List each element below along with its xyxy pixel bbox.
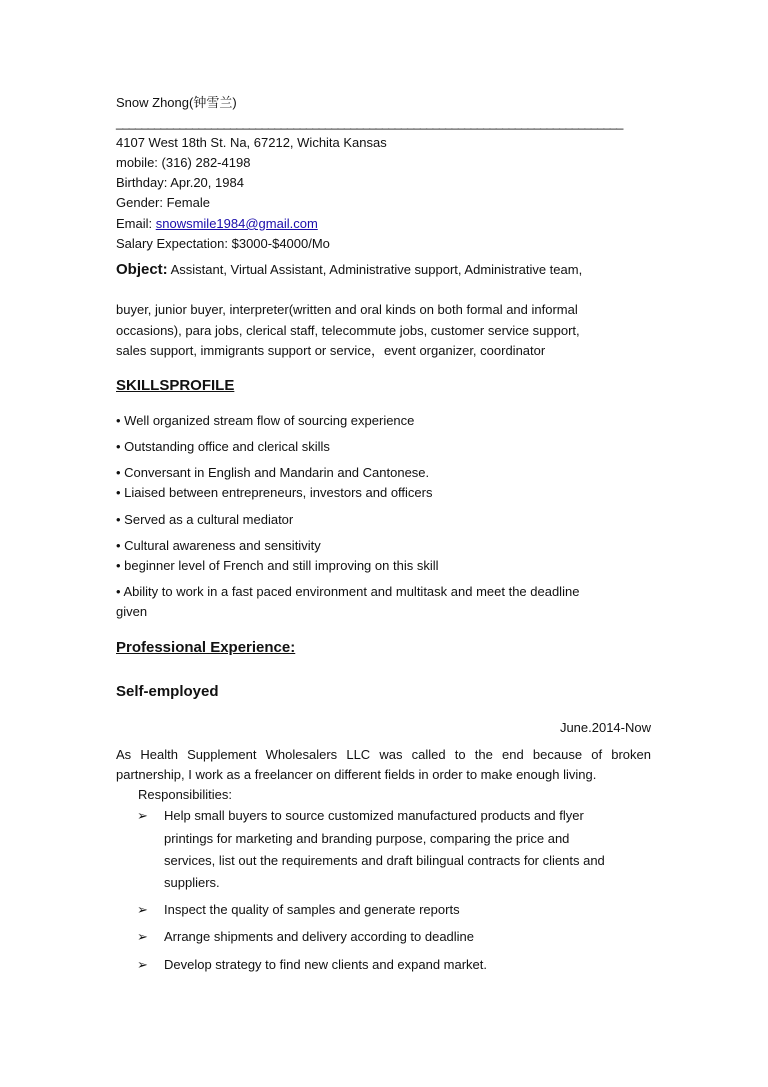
skill-item: • Ability to work in a fast paced environment and multitask and meet the deadline — [116, 584, 580, 599]
skill-item: • Cultural awareness and sensitivity — [116, 538, 321, 553]
experience-heading: Professional Experience: — [116, 639, 296, 656]
objective-first-line — [116, 261, 582, 279]
responsibility-item-line: services, list out the requirements and draft bilingual contracts for clients and — [164, 853, 605, 868]
arrow-bullet-icon: ➢ — [137, 957, 148, 972]
responsibility-item: Develop strategy to find new clients and expand market. — [164, 957, 488, 972]
responsibility-item-line: suppliers. — [164, 875, 220, 890]
skill-item: • Liaised between entrepreneurs, investors and officers — [116, 485, 433, 500]
gender: Gender: Female — [116, 195, 210, 210]
email-label: Email: — [116, 216, 156, 231]
skills-heading: SKILLSPROFILE — [116, 377, 235, 394]
job-summary-line: As Health Supplement Wholesalers LLC was called to the end because of broken — [116, 747, 651, 762]
skill-item: • Outstanding office and clerical skills — [116, 439, 330, 454]
birthday: Birthday: Apr.20, 1984 — [116, 175, 244, 190]
skill-item: • beginner level of French and still improving on this skill — [116, 558, 439, 573]
skill-item: • Well organized stream flow of sourcing experience — [116, 413, 415, 428]
skill-item: • Conversant in English and Mandarin and Cantonese. — [116, 465, 430, 480]
address: 4107 West 18th St. Na, 67212, Wichita Kansas — [116, 135, 387, 150]
mobile: mobile: (316) 282-4198 — [116, 155, 251, 170]
skill-item-continued: given — [116, 604, 148, 619]
arrow-bullet-icon: ➢ — [137, 808, 148, 823]
job-summary-line: partnership, I work as a freelancer on different fields in order to make enough living. — [116, 767, 597, 782]
responsibilities-label: Responsibilities: — [138, 787, 232, 802]
arrow-bullet-icon: ➢ — [137, 902, 148, 917]
email-link[interactable]: snowsmile1984@gmail.com — [155, 216, 318, 231]
objective-line: occasions), para jobs, clerical staff, telecommute jobs, customer service support, — [116, 323, 580, 338]
arrow-bullet-icon: ➢ — [137, 929, 148, 944]
responsibility-item: Help small buyers to source customized manufactured products and flyer — [164, 808, 584, 823]
email-row — [116, 215, 318, 233]
responsibility-item: Inspect the quality of samples and generate reports — [164, 902, 460, 917]
skill-item: • Served as a cultural mediator — [116, 512, 294, 527]
job-date: June.2014-Now — [559, 720, 651, 735]
objective-text: Assistant, Virtual Assistant, Administrative support, Administrative team, — [167, 262, 583, 277]
responsibility-item-line: printings for marketing and branding purpose, comparing the price and — [164, 831, 570, 846]
salary: Salary Expectation: $3000-$4000/Mo — [116, 236, 330, 251]
responsibility-item: Arrange shipments and delivery according to deadline — [164, 929, 475, 944]
separator-line: ________________________________________________________________________________ — [116, 115, 623, 130]
job-title: Self-employed — [116, 683, 219, 700]
candidate-name: Snow Zhong(钟雪兰) — [116, 95, 237, 110]
objective-label: Object: — [116, 261, 168, 278]
objective-line: sales support, immigrants support or service，event organizer, coordinator — [116, 343, 546, 358]
objective-line: buyer, junior buyer, interpreter(written and oral kinds on both formal and informal — [116, 302, 578, 317]
